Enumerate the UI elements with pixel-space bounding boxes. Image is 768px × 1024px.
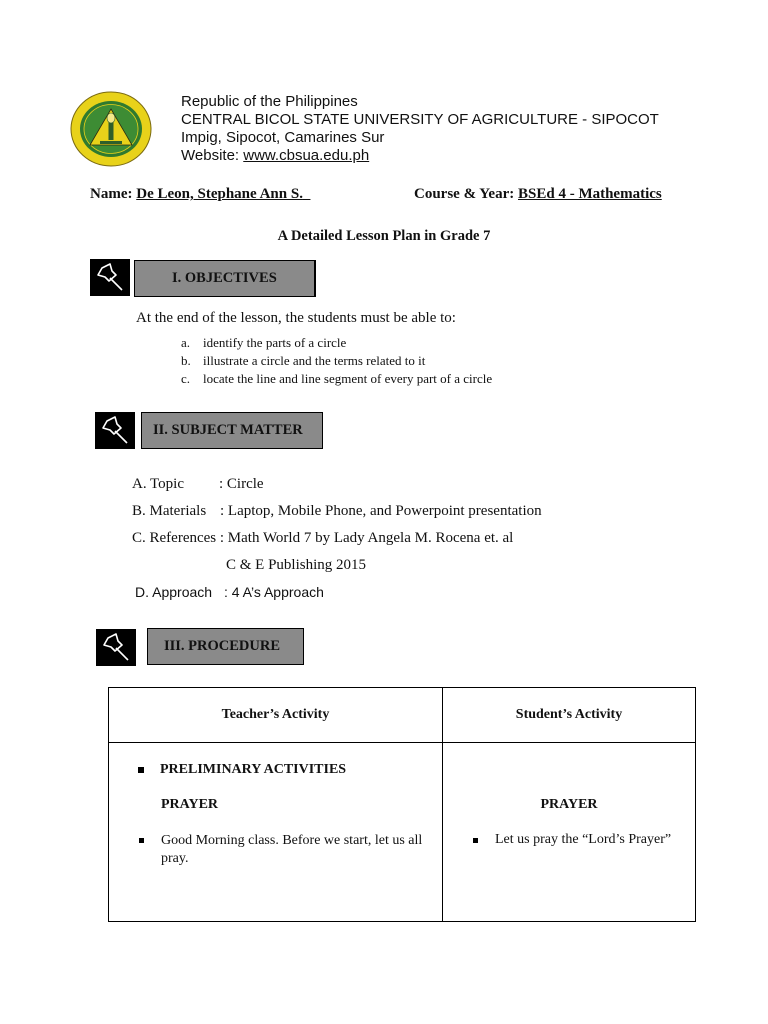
header-address: Impig, Sipocot, Camarines Sur [181, 129, 385, 146]
procedure-title-text: III. PROCEDURE [164, 638, 281, 654]
name-label: Name: [90, 186, 133, 202]
references-row-2: C & E Publishing 2015 [226, 557, 367, 573]
pushpin-icon [90, 259, 130, 296]
references-label: C. References [132, 530, 217, 546]
section-title-procedure [147, 628, 304, 665]
website-link[interactable]: www.cbsua.edu.ph [243, 147, 370, 164]
course-value: BSEd 4 - Mathematics [518, 186, 662, 202]
header-university-name: CENTRAL BICOL STATE UNIVERSITY OF AGRICULTURE - SIPOCOT [181, 111, 659, 128]
header-website [181, 147, 369, 165]
student-activity-cell [443, 743, 696, 922]
student-text: Let us pray the “Lord’s Prayer” [495, 832, 672, 847]
course-label: Course & Year: [414, 186, 515, 202]
approach-label: D. Approach [135, 584, 213, 600]
materials-label: B. Materials [132, 503, 207, 519]
objective-marker: a. [181, 335, 191, 350]
section-title-subject-matter [141, 412, 323, 449]
teacher-column-header: Teacher’s Activity [109, 688, 443, 743]
bullet-icon [473, 838, 478, 843]
objective-item [181, 335, 346, 351]
objective-marker: c. [181, 371, 191, 386]
student-subheading: PRAYER [540, 797, 598, 812]
university-seal-icon [70, 91, 152, 167]
objective-item [181, 371, 492, 387]
teacher-activity-cell [109, 743, 443, 922]
objectives-intro: At the end of the lesson, the students must be able to: [136, 310, 456, 326]
teacher-subheading: PRAYER [161, 797, 219, 812]
pushpin-icon [96, 629, 136, 666]
teacher-heading-text: PRELIMINARY ACTIVITIES [160, 762, 347, 777]
student-column-header: Student’s Activity [443, 688, 696, 743]
student-name-row [90, 186, 310, 203]
course-year-row [414, 186, 662, 203]
materials-row [132, 503, 542, 520]
approach-row [135, 584, 324, 600]
references-row [132, 530, 513, 547]
pushpin-icon [95, 412, 135, 449]
subject-matter-title-text: II. SUBJECT MATTER [153, 422, 303, 438]
bullet-icon [138, 767, 144, 773]
website-label: Website: [181, 147, 240, 164]
objective-text: illustrate a circle and the terms related to it [203, 353, 426, 368]
topic-row [132, 476, 264, 493]
table-header-row [109, 688, 696, 743]
procedure-table [108, 687, 696, 922]
topic-label: A. Topic [132, 476, 185, 492]
table-row [109, 743, 696, 922]
materials-value: : Laptop, Mobile Phone, and Powerpoint presentation [220, 503, 542, 519]
section-title-objectives [134, 260, 316, 297]
objective-text: locate the line and line segment of every part of a circle [203, 371, 493, 386]
name-value: De Leon, Stephane Ann S. [136, 186, 303, 202]
header-country: Republic of the Philippines [181, 93, 358, 110]
topic-value: : Circle [219, 476, 264, 492]
teacher-text: Good Morning class. Before we start, let us all pray. [161, 833, 423, 866]
objective-marker: b. [181, 353, 191, 368]
objectives-title-text: I. OBJECTIVES [172, 270, 277, 286]
teacher-heading [138, 762, 346, 778]
objective-text: identify the parts of a circle [203, 335, 347, 350]
document-title: A Detailed Lesson Plan in Grade 7 [277, 228, 491, 244]
objective-item [181, 353, 425, 369]
approach-value: : 4 A’s Approach [224, 584, 324, 600]
bullet-icon [139, 838, 144, 843]
references-value: : Math World 7 by Lady Angela M. Rocena et. al [219, 530, 514, 546]
